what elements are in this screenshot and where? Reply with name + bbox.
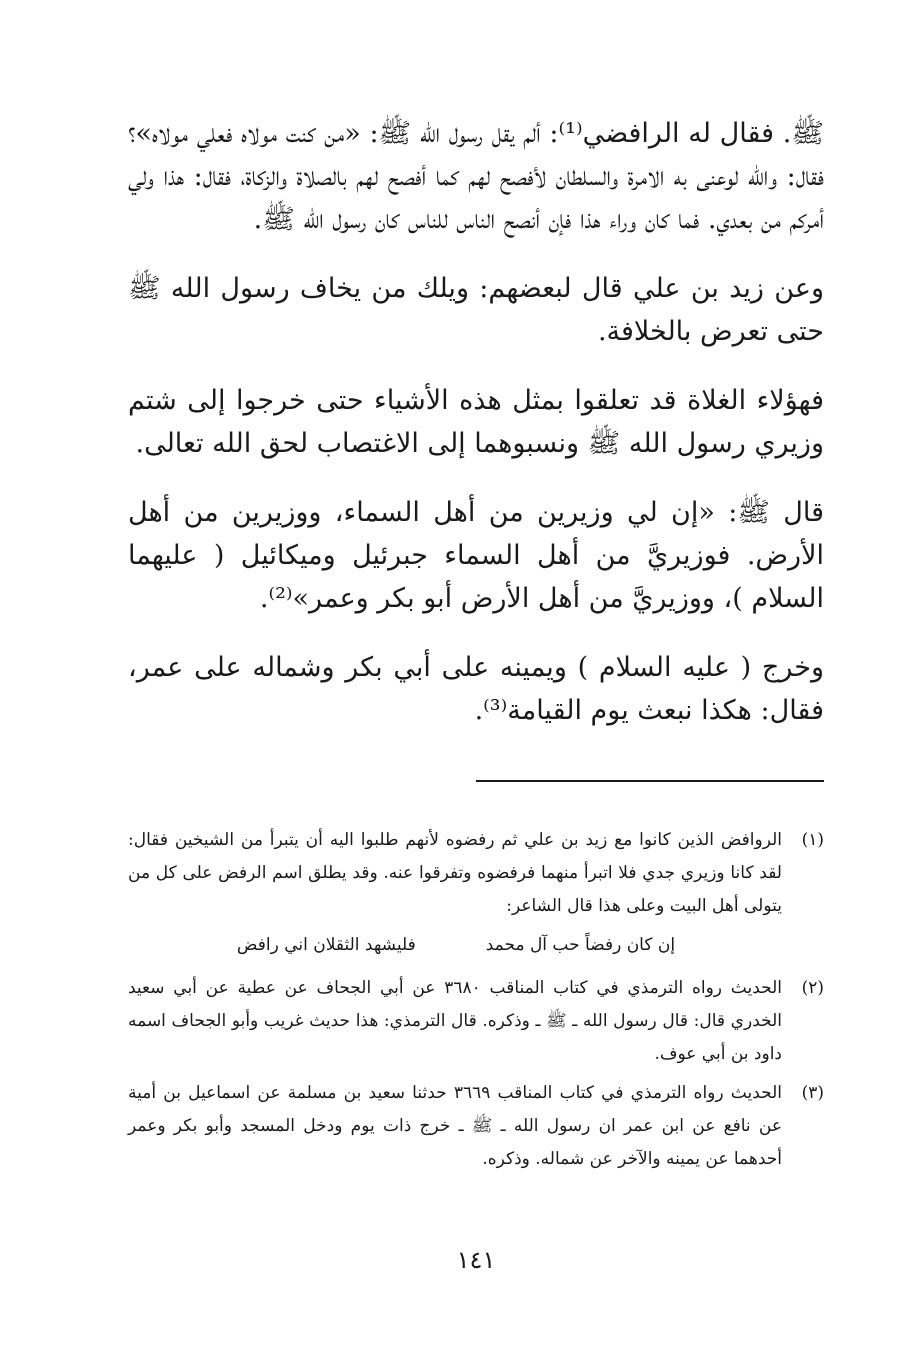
footnote-number: (١) bbox=[801, 830, 824, 850]
paragraph-3: فهؤلاء الغلاة قد تعلقوا بمثل هذه الأشياء حتى خرجوا إلى شتم وزيري رسول الله ﷺ ونسبوهما إلى الاغتصاب لحق الله تعالى. bbox=[128, 385, 824, 459]
footnotes bbox=[128, 824, 824, 1182]
footnote-number: (٣) bbox=[801, 1083, 824, 1103]
footnote-3 bbox=[128, 1077, 824, 1176]
footnote-text: الحديث رواه الترمذي في كتاب المناقب ٣٦٨٠ عن أبي الجحاف عن عطية عن أبي سعيد الخدري قال: قال رسول الله ـ ﷺ ـ وذكره. قال الترمذي: هذا حديث غريب وأبو الجحاف اسمه داود بن أبي عوف. bbox=[128, 978, 782, 1064]
footnote-2 bbox=[128, 972, 824, 1071]
verse-first-hemistich: إن كان رفضاً حب آل محمد bbox=[485, 935, 676, 955]
main-text bbox=[128, 112, 824, 732]
paragraph-1: ﷺ. فقال له الرافضي⁽¹⁾: ألم يقل رسول الله ﷺ: «من كنت مولاه فعلي مولاه»؟ فقال: والله لوعنى به الامرة والسلطان لأفصح لهم كما أفصح لهم بالصلاة والزكاة، فقال: هذا ولي أمركم من بعدي. فما كان وراء هذا فإن أنصح الناس للناس كان رسول الله ﷺ. bbox=[128, 118, 824, 235]
paragraph-4: قال ﷺ: «إن لي وزيرين من أهل السماء، ووزيرين من أهل الأرض. فوزيريَّ من أهل السماء جبرئيل وميكائيل ( عليهما السلام )، ووزيريَّ من أهل الأرض أبو بكر وعمر»⁽²⁾. bbox=[128, 497, 824, 614]
poetry-verse bbox=[128, 929, 824, 962]
paragraph-5: وخرج ( عليه السلام ) ويمينه على أبي بكر وشماله على عمر، فقال: هكذا نبعث يوم القيامة⁽³⁾. bbox=[128, 652, 824, 726]
footnote-number: (٢) bbox=[801, 978, 824, 998]
footnote-text: الحديث رواه الترمذي في كتاب المناقب ٣٦٦٩ حدثنا سعيد بن مسلمة عن اسماعيل بن أمية عن نافع عن ابن عمر ان رسول الله ـ ﷺ ـ خرج ذات يوم ودخل المسجد وأبو بكر وعمر أحدهما عن يمينه والآخر عن شماله. وذكره. bbox=[128, 1083, 783, 1169]
footnote-text: الروافض الذين كانوا مع زيد بن علي ثم رفضوه لأنهم طلبوا اليه أن يتبرأ من الشيخين فقال: لقد كانا وزيري جدي فلا اتبرأ منهما فرفضوه وتفرقوا عنه. وقد يطلق اسم الرفض على كل من يتولى أهل البيت وعلى هذا قال الشاعر: bbox=[128, 830, 782, 916]
paragraph-2: وعن زيد بن علي قال لبعضهم: ويلك من يخاف رسول الله ﷺ حتى تعرض بالخلافة. bbox=[128, 273, 824, 347]
page-number: ١٤١ bbox=[456, 1246, 496, 1274]
footnote-separator bbox=[476, 780, 824, 782]
footnote-1 bbox=[128, 824, 824, 923]
book-page bbox=[128, 112, 824, 1312]
verse-second-hemistich: فليشهد الثقلان اني رافض bbox=[236, 935, 416, 955]
